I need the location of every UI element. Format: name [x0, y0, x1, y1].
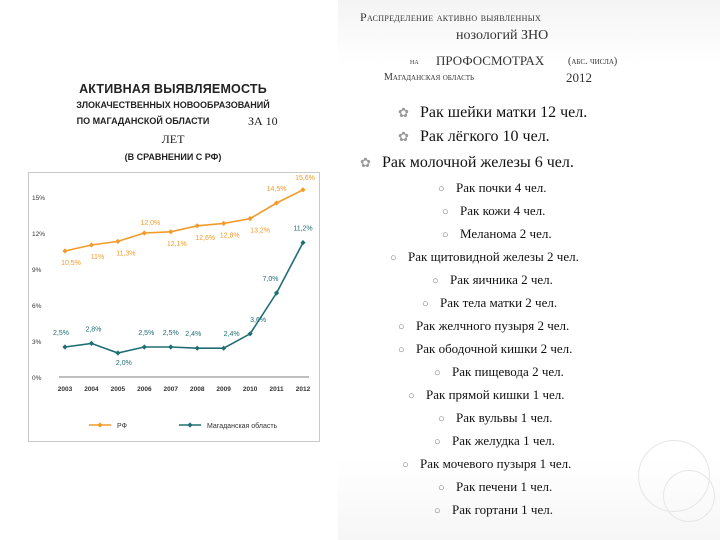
data-label: 11,3%: [116, 250, 136, 258]
data-point: [89, 341, 94, 346]
data-label: 12,0%: [140, 220, 161, 227]
list-item: ○ Рак печени 1 чел.: [438, 479, 553, 494]
x-tick-label: 2006: [137, 386, 152, 393]
right-title-region: Магаданская область: [384, 72, 475, 83]
list-item: ○ Рак тела матки 2 чел.: [422, 295, 558, 310]
data-point: [62, 344, 67, 349]
nosology-list: [338, 0, 720, 540]
bullet-icon: ○: [438, 413, 445, 425]
right-title-year: 2012: [566, 70, 592, 85]
list-item: ○ Рак гортани 1 чел.: [434, 502, 553, 517]
data-point: [89, 242, 94, 247]
x-tick-label: 2010: [242, 386, 258, 393]
line-chart: [29, 173, 319, 441]
chart-heading-line2: ЗЛОКАЧЕСТВЕННЫХ НОВООБРАЗОВАНИЙ: [76, 100, 270, 110]
bullet-icon: ○: [398, 344, 405, 356]
y-tick-label: 3%: [32, 339, 42, 346]
chart-heading-line1: АКТИВНАЯ ВЫЯВЛЯЕМОСТЬ: [79, 82, 267, 96]
bullet-icon: ○: [442, 229, 449, 241]
data-point: [142, 344, 147, 349]
y-tick-label: 12%: [32, 231, 46, 238]
data-label: 2,5%: [53, 330, 69, 337]
list-item: ○ Рак вульвы 1 чел.: [438, 410, 553, 425]
right-panel: [338, 0, 720, 540]
bullet-icon: ✿: [398, 129, 409, 144]
x-tick-label: 2003: [57, 386, 73, 393]
data-label: 12,8%: [219, 232, 240, 240]
legend-marker: [187, 422, 192, 427]
x-tick-label: 2011: [269, 386, 284, 393]
list-item: ○ Меланома 2 чел.: [442, 226, 552, 241]
data-label: 14,5%: [266, 186, 287, 193]
bullet-icon: ○: [438, 183, 445, 195]
list-item: ○ Рак почки 4 чел.: [438, 180, 547, 195]
list-item: ○ Рак прямой кишки 1 чел.: [408, 387, 565, 402]
data-label: 2,8%: [85, 326, 102, 334]
data-point: [142, 230, 147, 235]
bullet-icon: ○: [390, 252, 397, 264]
data-label: 12,6%: [195, 234, 216, 242]
data-point: [168, 229, 173, 234]
data-label: 2,0%: [115, 360, 132, 367]
bullet-icon: ○: [434, 367, 441, 379]
data-label: 10,5%: [61, 260, 81, 267]
x-tick-label: 2009: [216, 386, 231, 393]
y-tick-label: 0%: [32, 375, 42, 382]
x-tick-label: 2007: [163, 386, 179, 393]
chart-heading-comparison: (В СРАВНЕНИИ С РФ): [124, 152, 222, 162]
list-item: ○ Рак мочевого пузыря 1 чел.: [402, 456, 572, 471]
x-tick-label: 2008: [189, 386, 205, 393]
data-point: [300, 187, 305, 192]
bullet-icon: ○: [442, 206, 449, 218]
chart-heading-line3-suffix: ЗА 10: [248, 114, 278, 128]
list-item: ○ Рак желудка 1 чел.: [434, 433, 555, 448]
data-point: [195, 346, 200, 351]
data-label: 2,5%: [138, 330, 155, 337]
bullet-icon: ○: [402, 459, 409, 471]
list-item: ✿ Рак молочной железы 6 чел.: [360, 154, 574, 171]
y-tick-label: 15%: [32, 195, 46, 202]
bullet-icon: ○: [434, 436, 441, 448]
y-tick-label: 6%: [32, 303, 42, 310]
chart-heading-line4: ЛЕТ: [161, 132, 185, 146]
data-label: 13,2%: [250, 227, 271, 235]
right-title-line2: нозологий ЗНО: [456, 28, 549, 43]
data-point: [62, 248, 67, 253]
data-label: 7,0%: [262, 276, 279, 283]
legend-marker: [97, 422, 102, 427]
list-item: ○ Рак кожи 4 чел.: [442, 203, 546, 218]
data-label: 11,2%: [293, 225, 313, 233]
list-item: ○ Рак пищевода 2 чел.: [434, 364, 564, 379]
data-point: [168, 344, 173, 349]
list-item: ✿ Рак шейки матки 12 чел.: [398, 104, 588, 121]
bullet-icon: ○: [408, 390, 415, 402]
data-label: 3,6%: [250, 316, 267, 324]
right-title-units: (абс. числа): [568, 56, 618, 67]
bullet-icon: ○: [432, 275, 439, 287]
x-tick-label: 2004: [84, 386, 99, 393]
data-point: [115, 239, 120, 244]
data-label: 2,4%: [223, 331, 240, 339]
chart-heading-line3: ПО МАГАДАНСКОЙ ОБЛАСТИ: [76, 116, 210, 126]
x-tick-label: 2012: [295, 386, 311, 393]
bullet-icon: ✿: [398, 105, 409, 120]
bullet-icon: ○: [422, 298, 429, 310]
legend-label: РФ: [117, 423, 127, 430]
list-item: ○ Рак яичника 2 чел.: [432, 272, 553, 287]
data-point: [115, 350, 120, 355]
list-item: ✿ Рак лёгкого 10 чел.: [398, 128, 550, 145]
right-title-line1: Распределение активно выявленных: [360, 10, 542, 24]
data-label: 2,4%: [185, 331, 202, 339]
data-label: 2,5%: [162, 330, 179, 337]
data-label: 11%: [90, 254, 105, 261]
right-title-prefix: на: [410, 56, 419, 66]
x-tick-label: 2005: [110, 386, 126, 393]
bullet-icon: ○: [434, 505, 441, 517]
list-item: ○ Рак щитовидной железы 2 чел.: [390, 249, 579, 264]
list-item: ○ Рак желчного пузыря 2 чел.: [398, 318, 570, 333]
bullet-icon: ○: [438, 482, 445, 494]
y-tick-label: 9%: [32, 267, 42, 274]
data-point: [195, 223, 200, 228]
bullet-icon: ✿: [360, 155, 371, 170]
data-label: 15,6%: [295, 174, 315, 182]
legend-label: Магаданская область: [207, 423, 278, 430]
right-title-profosmotr: ПРОФОСМОТРАХ: [436, 53, 545, 68]
list-item: ○ Рак ободочной кишки 2 чел.: [398, 341, 573, 356]
data-label: 12,1%: [166, 240, 187, 248]
bullet-icon: ○: [398, 321, 405, 333]
data-point: [221, 221, 226, 226]
chart-frame: [28, 172, 320, 442]
